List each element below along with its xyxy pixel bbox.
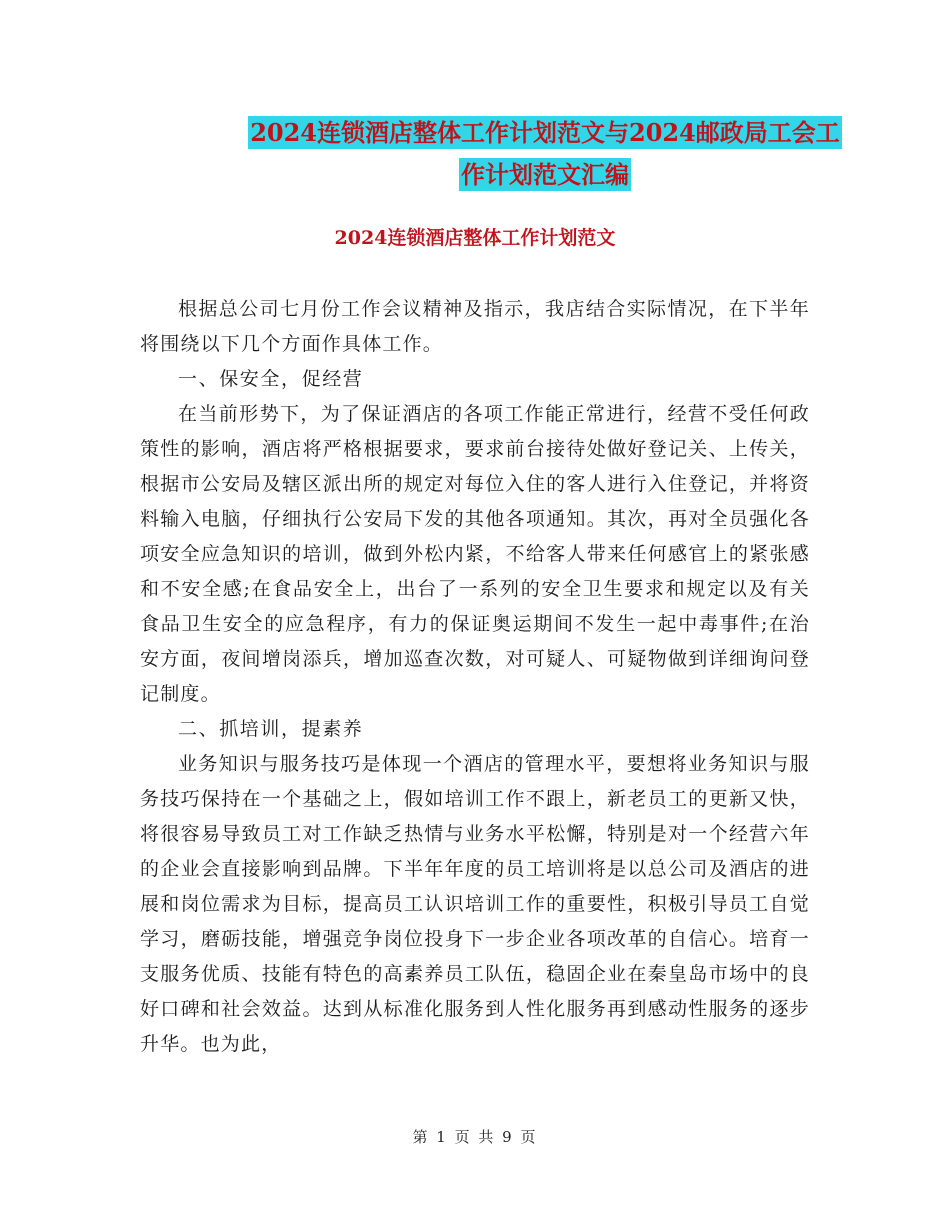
section-heading-training: 二、抓培训，提素养 [178,718,364,740]
document-title-line-1: 2024连锁酒店整体工作计划范文与2024邮政局工会工 [250,118,840,147]
document-title-line-2: 作计划范文汇编 [461,160,629,189]
training-paragraph: 业务知识与服务技巧是体现一个酒店的管理水平，要想将业务知识与服务技巧保持在一个基础之上，假如培训工作不跟上，新老员工的更新又快，将很容易导致员工对工作缺乏热情与业务水平松懈，特别是对一个经营六年的企业会直接影响到品牌。下半年年度的员工培训将是以总公司及酒店的进展和岗位需求为目标，提高员工认识培训工作的重要性，积极引导员工自觉学习，磨砺技能，增强竞争岗位投身下一步企业各项改革的自信心。培育一支服务优质、技能有特色的高素养员工队伍，稳固企业在秦皇岛市场中的良好口碑和社会效益。达到从标准化服务到人性化服务再到感动性服务的逐步升华。也为此， [140,753,810,1055]
intro-paragraph: 根据总公司七月份工作会议精神及指示，我店结合实际情况，在下半年将围绕以下几个方面作具体工作。 [140,298,810,355]
document-title [140,112,950,196]
safety-paragraph: 在当前形势下，为了保证酒店的各项工作能正常进行，经营不受任何政策性的影响，酒店将严格根据要求，要求前台接待处做好登记关、上传关，根据市公安局及辖区派出所的规定对每位入住的客人进行入住登记，并将资料输入电脑，仔细执行公安局下发的其他各项通知。其次，再对全员强化各项安全应急知识的培训，做到外松内紧，不给客人带来任何感官上的紧张感和不安全感;在食品安全上，出台了一系列的安全卫生要求和规定以及有关食品卫生安全的应急程序，有力的保证奥运期间不发生一起中毒事件;在治安方面，夜间增岗添兵，增加巡查次数，对可疑人、可疑物做到详细询问登记制度。 [140,403,810,705]
page-number-footer: 第 1 页 共 9 页 [412,1128,538,1146]
document-body [140,292,810,1062]
section-title: 2024连锁酒店整体工作计划范文 [334,227,616,249]
section-heading-safety: 一、保安全，促经营 [178,368,364,390]
